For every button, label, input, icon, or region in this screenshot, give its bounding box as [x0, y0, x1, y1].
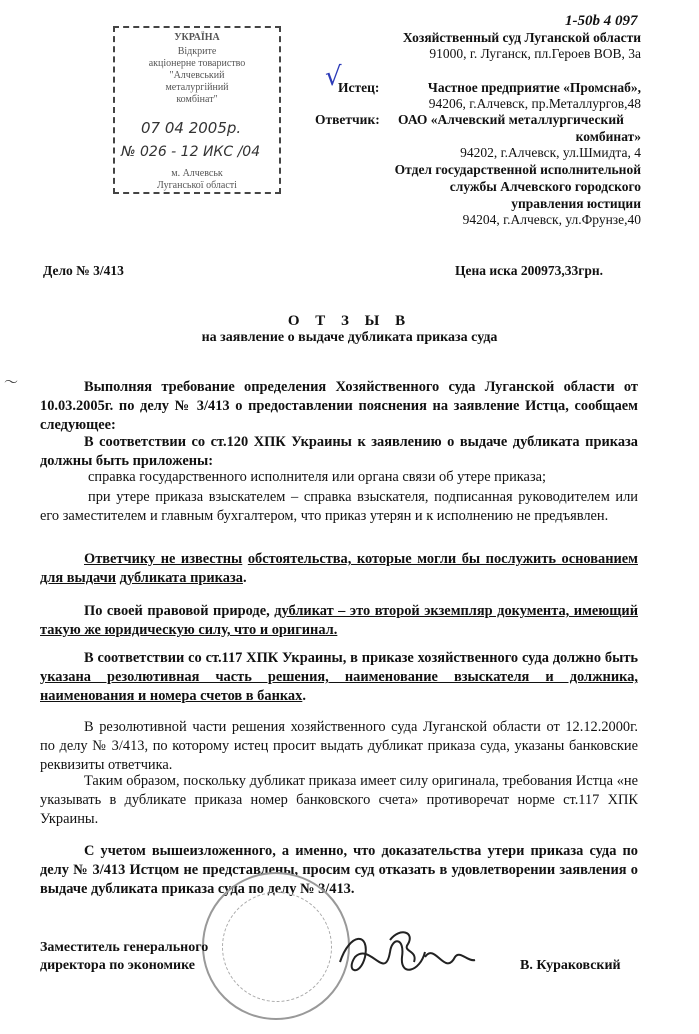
- stamp-line: УКРАЇНА: [174, 32, 220, 43]
- paragraph-3: справка государственного исполнителя или органа связи об утере приказа;: [88, 469, 547, 485]
- paragraph-10: С учетом вышеизложенного, а именно, что доказательства утери приказа суда по делу № 3/413 Истцом не представлены, просим суд отказать в удовлетворении заявления о выдаче дубликата приказа суда по делу № 3/413.: [40, 843, 638, 897]
- claim-price: Цена иска 200973,33грн.: [455, 263, 604, 278]
- department-line1: Отдел государственной исполнительной: [394, 162, 641, 177]
- paragraph-7: [40, 649, 638, 706]
- paragraph-4: при утере приказа взыскателем – справка взыскателя, подписанная руководителем или его заместителем и главным бухгалтером, что приказ утерян и к исполнению не предъявлен.: [40, 489, 638, 524]
- paragraph-9: Таким образом, поскольку дубликат приказа имеет силу оригинала, требования Истца «не указывать в дубликате приказа номер банковского счета» противоречат норме ст.117 ХПК Украины.: [40, 773, 638, 827]
- department-line3: управления юстиции: [511, 196, 641, 211]
- signatory-position-line1: Заместитель генерального: [40, 940, 209, 955]
- case-number: Дело № 3/413: [43, 263, 124, 278]
- department-line2: службы Алчевского городского: [449, 179, 641, 194]
- stamp-line: м. Алчевськ: [171, 168, 223, 179]
- court-name: Хозяйственный суд Луганской области: [402, 30, 641, 45]
- defendant-name: ОАО «Алчевский металлургический: [398, 112, 624, 127]
- round-seal: [202, 872, 350, 1020]
- stamp-line: "Алчевський: [169, 70, 225, 81]
- round-seal-inner: [222, 892, 332, 1002]
- plaintiff-label: Истец:: [338, 80, 380, 95]
- paragraph-7-start: В соответствии со ст.117 ХПК Украины, в приказе хозяйственного суда должно быть: [84, 650, 638, 666]
- paragraph-1: Выполняя требование определения Хозяйственного суда Луганской области от 10.03.2005г. по делу № 3/413 о предоставлении пояснения на заявление Истца, сообщаем следующее:: [40, 379, 638, 433]
- defendant-address: 94202, г.Алчевск, ул.Шмидта, 4: [460, 145, 641, 160]
- paragraph-5-end: .: [242, 570, 247, 586]
- stamp-line: акціонерне товариство: [148, 58, 246, 69]
- paragraph-5: [40, 550, 638, 588]
- stamp-date: 07 04 2005р.: [141, 119, 242, 137]
- plaintiff-name: Частное предприятие «Промснаб»,: [427, 80, 641, 95]
- department-address: 94204, г.Алчевск, ул.Фрунзе,40: [462, 212, 641, 227]
- stamp-line: Відкрите: [177, 46, 217, 57]
- paragraph-5-underlined: обстоятельства, которые могли бы послужить основанием для выдачи: [40, 551, 638, 586]
- paragraph-2: В соответствии со ст.120 ХПК Украины к заявлению о выдаче дубликата приказа должны быть приложены:: [40, 434, 638, 469]
- paragraph-6: [40, 602, 638, 640]
- reference-number: 1-50b 4 097: [565, 13, 638, 29]
- paragraph-6-underlined: дубликат – это второй экземпляр документа, имеющий такую же юридическую силу, что и оригинал.: [40, 603, 638, 638]
- document-subtitle: на заявление о выдаче дубликата приказа суда: [201, 330, 498, 345]
- defendant-name-line2: комбинат»: [575, 129, 641, 144]
- signatory-name: В. Кураковский: [520, 958, 621, 973]
- margin-mark: 〜: [4, 375, 18, 391]
- stamp-line: Луганської області: [157, 180, 237, 191]
- plaintiff-address: 94206, г.Алчевск, пр.Металлургов,48: [428, 96, 641, 111]
- court-address: 91000, г. Луганск, пл.Героев ВОВ, 3а: [429, 46, 641, 61]
- stamp-line: металургійний: [165, 82, 229, 93]
- paragraph-7-end: .: [302, 688, 306, 704]
- check-mark: √: [325, 62, 342, 92]
- paragraph-5-underlined: дубликата приказа: [119, 570, 243, 586]
- stamp-line: комбінат": [176, 94, 218, 105]
- stamp-number: № 026 - 12 ИКС /04: [121, 144, 261, 160]
- paragraph-8: В резолютивной части решения хозяйственного суда Луганской области от 12.12.2000г. по делу № 3/413, по которому истец просит выдать дубликат приказа суда, указаны банковские реквизиты ответчика.: [40, 719, 638, 773]
- defendant-label: Ответчик:: [315, 112, 380, 127]
- signatory-position-line2: директора по экономике: [40, 958, 196, 973]
- paragraph-6-start: По своей правовой природе,: [84, 603, 275, 619]
- registration-stamp: [113, 26, 281, 194]
- document-title: О Т З Ы В: [287, 313, 412, 329]
- handwritten-signature: [330, 922, 480, 992]
- paragraph-5-underlined: Ответчику не известны: [84, 551, 243, 567]
- paragraph-7-underlined: указана резолютивная часть решения, наименование взыскателя и должника, наименования и номера счетов в банках: [40, 669, 638, 704]
